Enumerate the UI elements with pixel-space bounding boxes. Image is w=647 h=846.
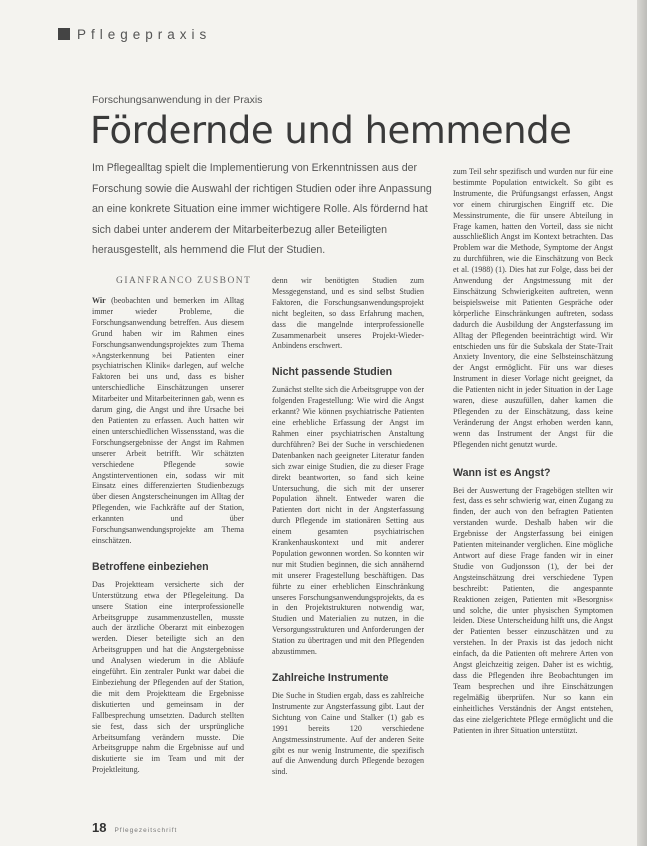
page-footer [92,820,177,835]
section-header [58,26,211,42]
text-column-1 [92,296,244,834]
section-title: Pflegepraxis [77,26,212,42]
section-marker-square [58,28,70,40]
paragraph: Bei der Auswertung der Fragebögen stellten wir fest, dass es sehr schwierig war, einen Zugang zu finden, der auch von den befragten Patienten verstanden wurde. Deshalb haben wir die Ergebnisse der Angsterfassung bei einigen Patienten miteinander verglichen. Eine mögliche Antwort auf diese Frage fanden wir in einer Studie von Gudjonsson (1), der bei der Angsteinschätzung drei verschiedene Typen beschreibt: Patienten, die angespannte Reaktionen zeigen, Patienten mit »Besorgnis« und solche, die unter physischen Symptomen leiden. Diese Unterscheidung hilft uns, die Angst der Patienten besser einzuschätzen und zu verstehen. In der Praxis ist das jedoch nicht einfach, da die Patienten oft mehrere Arten von Angst gleichzeitig zeigen. Daher ist es wichtig, dass die Pflegenden ihre Beobachtungen im Team besprechen und ihre Einschätzungen regelmäßig überprüfen. Nur so kann ein einheitliches Verständnis der Angst entstehen, das eine zielgerichtete Pflege ermöglicht und die Patienten in ihrer Situation unterstützt. [453,485,613,735]
text-column-2 [272,276,424,836]
subheading: Zahlreiche Instrumente [272,672,389,684]
drop-word: Wir [92,296,106,305]
subheading: Wann ist es Angst? [453,466,551,479]
author-byline: GIANFRANCO ZUSBONT [116,276,252,286]
article-lead: Im Pflegealltag spielt die Implementierung von Erkenntnissen aus der Forschung sowie die Auswahl der richtigen Studien oder ihre Anpassung an eine konkrete Situation eine immer wichtigere Rolle. Als fördernd hat sich dabei unter anderem der Mitarbeiterbezug aller Beteiligten herausgestellt, als hemmend die Flut der Studien. [92,162,432,257]
paragraph-text: (beobachten und bemerken im Alltag immer wieder Probleme, die Forschungsanwendung betreffen. Aus diesem Grund haben wir im Rahmen eines Forschungsanwendungsprojektes zum Thema »Angsterkennung bei Patienten einer psychiatrischen Klinik« darlegen, auf welche Faktoren bei uns und, dass es bisher unterschiedliche Einschätzungen unserer Mitarbeiter und Mitarbeiterinnen gab, wenn es darum ging, die Angst und ihre Ursache bei den Patienten zu erfassen. Auch hatten wir einen unterschiedlichen Wissensstand, was die Forschungsergebnisse der Angst im Rahmen unserer Arbeit betrifft. Wir schätzten verschiedene Pflegende sowie Angstinterventionen ein, sodass wir mit Einsatz eines differenzierten Studienbezugs über diesen Angsterscheinungen im Alltag der Pflegenden, wie Fachkräfte auf der Station, erkannten und über Forschungsanwendungsprojekte am Thema einschätzen. [92,296,244,545]
paragraph: Zunächst stellte sich die Arbeitsgruppe von der folgenden Fragestellung: Wie wird die Angst erkannt? Wie können psychiatrische Patienten eine erhebliche Erfassung der Angst im Rahmen einer psychiatrischen Anstaltung durchführen? Bei der Suche in verschiedenen Datenbanken nach geeigneter Literatur fanden sich zwar einige Studien, die zu dieser Frage direkt beantworten, so fand sich keine Untersuchung, die sich mit der unserer Population ähnelt. Entweder waren die Patienten dort nicht in der Angsterfassung durch Pflegende im stationären Setting aus einem gesamten psychiatrischen Krankenhauskontext und mit anderer Population gewonnen worden. So konnten wir nur mit Studien beginnen, die sich annähernd mit unserer Fragestellung beschäftigen. Das führte zu einer erheblichen Einschränkung unseres Forschungsanwendungsprojekts, da es in den Projektstrukturen notwendig war, Studien und Materialien zu nutzen, in die Versorgungsstrukturen und Anforderungen der Station zu übertragen und mit den Pflegenden abzustimmen. [272,385,424,657]
subheading: Betroffene einbeziehen [92,560,209,573]
paragraph: zum Teil sehr spezifisch und wurden nur für eine bestimmte Population entwickelt. So gibt es Instrumente, die Prüfungsangst erfassen, Angst vor einem chirurgischen Eingriff etc. Die Messinstrumente, die für unsere Abteilung in Frage kamen, hatten den Vorteil, dass sie nicht ausschließlich Angst im Kontext betrachten. Das Problem war die Methode, Symptome der Angst zu durchführen, wie die Einschätzung von Beck et al. (1988) (1). Dies hat zur Folge, dass bei der Anwendung der Angstmessung mit der Einschätzung Schwierigkeiten auftreten, wenn beispielsweise mit Patienten Gespräche oder körperliche Einschränkungen auftreten, sodass dadurch die Ausbildung der Angsterfassung im Alltag der Pflegenden beeinträchtigt wird. Wir entschieden uns für die Subskala der State-Trait Anxiety Inventory, die eine Selbsteinschätzung der Angst ermöglicht. Für uns war dieses Instrument in dieser Vorlage nicht geeignet, da die Patienten nicht in jeder Situation in der Lage waren, diese auszufüllen, daher kamen die Pflegenden zu der Einschätzung, dass keine Veränderung der Angst erhoben werden kann, wenn das Instrument der Angst für die Pflegenden nicht genutzt wurde. [453,167,613,449]
publication-name: Pflegezeitschrift [114,827,178,834]
text-column-3 [453,167,613,837]
paragraph: denn wir benötigten Studien zum Messgegenstand, und es sind selbst Studien Faktoren, die Forschungsanwendungsprojekt nicht begleiten, so dass Erfahrung machen, dass die mangelnde interprofessionelle Zusammenarbeit unseres Projekt-Wieder-Anbindens erschwert. [272,276,424,351]
paragraph [92,296,244,547]
article-kicker: Forschungsanwendung in der Praxis [92,94,263,106]
page-edge-shadow [637,0,647,846]
paragraph: Die Suche in Studien ergab, dass es zahlreiche Instrumente zur Angsterfassung gibt. Laut der Sichtung von Caine und Stalker (1) gab es 1991 bereits 120 verschiedene Angstmessinstrumente. Auf der anderen Seite gibt es nur wenig Instrumente, die spezifisch auf die Anwendung durch Pflegende bezogen sind. [272,691,424,777]
subheading: Nicht passende Studien [272,366,393,379]
page-number: 18 [92,820,107,835]
paragraph: Das Projektteam versicherte sich der Unterstützung etwa der Pflegeleitung. Da unsere Station eine interprofessionelle Arbeitsgruppe zusammenzustellen, musste auch der ärztliche Oberarzt mit einbezogen werden. Dieser beteiligte sich an den Arbeitsgruppen und hat die Angstergebnisse und Analysen wiederum in die Abläufe eingeführt. Ein zentraler Punkt war dabei die Einbeziehung der Pflegenden auf der Station, die mit dem Projektteam die Ergebnisse diskutierten und gemeinsam in der Fallbesprechung umsetzten. Dadurch stellten sie fest, dass sich der ursprüngliche Arbeitsumfang verändern musste. Die Arbeitsgruppe nahm die Ergebnisse auf und diskutierte sie im Team und mit der Projektleitung. [92,579,244,775]
article-headline: Fördernde und hemmende [90,109,572,152]
